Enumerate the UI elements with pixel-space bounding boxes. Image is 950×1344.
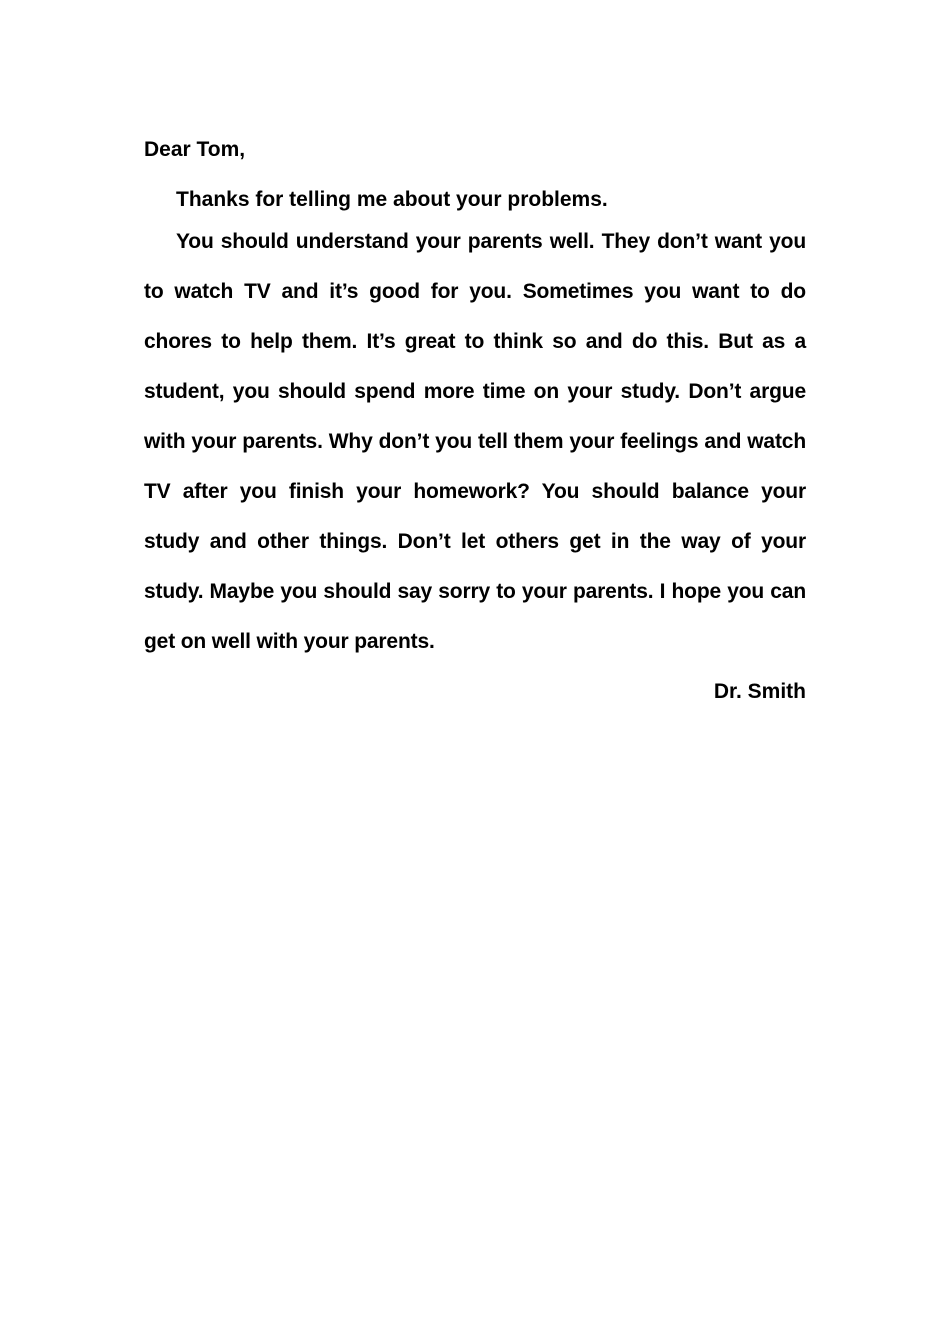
paragraph-advice: You should understand your parents well. They don’t want you to watch TV and it’s good for you. Sometimes you want to do chores to help them. It’s great to think so and do this. But as a student, you should spend more time on your study. Don’t argue with your parents. Why don’t you tell them your feelings and watch TV after you finish your homework? You should balance your study and other things. Don’t let others get in the way of your study. Maybe you should say sorry to your parents. I hope you can get on well with your parents. xyxy=(144,230,806,653)
signature: Dr. Smith xyxy=(713,680,806,703)
paragraph-thanks: Thanks for telling me about your problems. xyxy=(176,188,608,211)
salutation: Dear Tom, xyxy=(144,138,246,161)
letter-body xyxy=(144,133,806,717)
